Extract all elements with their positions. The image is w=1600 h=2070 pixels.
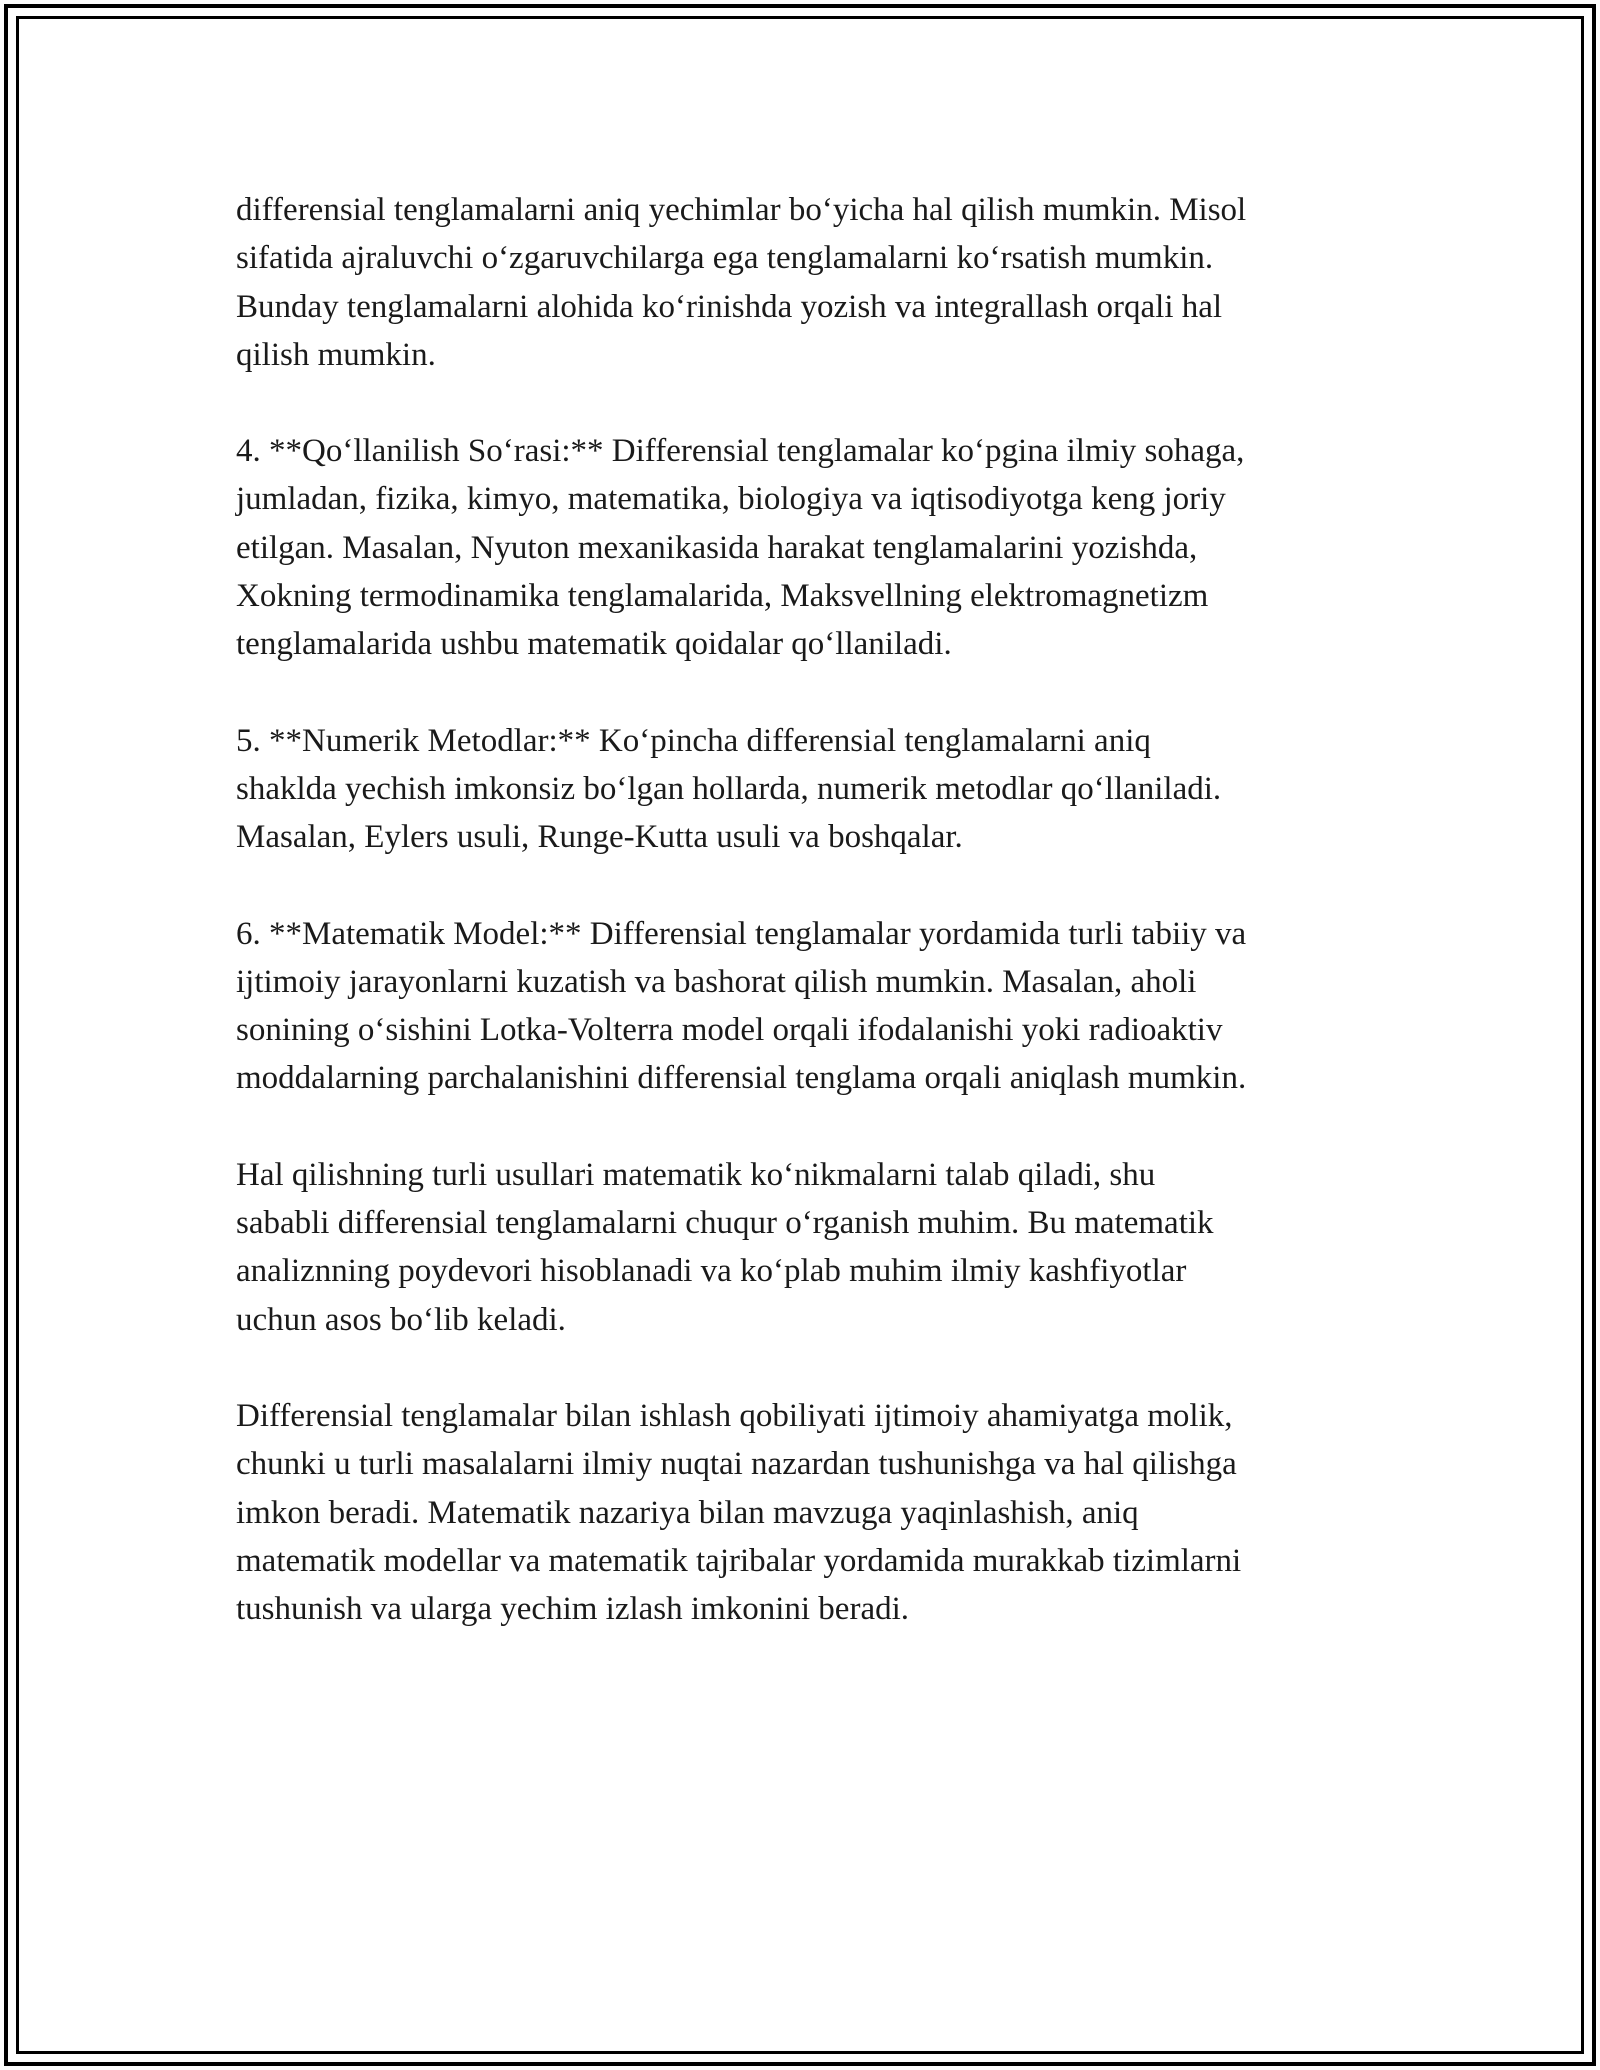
paragraph-item-5-numeric-methods: 5. **Numerik Metodlar:** Ko‘pincha differensial tenglamalarni aniq shakldа yechish imkonsiz bo‘lgan hollarda, numerik metodlar qo‘llaniladi. Masalan, Eylers usuli, Runge-Kutta usuli va boshqalar. <box>236 722 1222 856</box>
paragraph-item-4-applications: 4. **Qo‘llanilish So‘rasi:** Differensial tenglamalar ko‘pgina ilmiy sohaga, jumladan, fizika, kimyo, matematika, biologiya va iqtisodiyotga keng joriy etilgan. Masalan, Nyuton mexanikasida harakat tenglamalarini yozishda, Xokning termodinamika tenglamalarida, Maksvellning elektromagnetizm tenglamalarida ushbu matematik qoidalar qo‘llaniladi. <box>236 433 1245 663</box>
document-body <box>236 186 1366 1681</box>
paragraph-conclusion: Differensial tenglamalar bilan ishlash qobiliyati ijtimoiy ahamiyatga molik, chunki u turli masalalarni ilmiy nuqtai nazardan tushunishga va hal qilishga imkon beradi. Matematik nazariya bilan mavzuga yaqinlashish, aniq matematik modellar va matematik tajribalar yordamida murakkab tizimlarni tushunish va ularga yechim izlash imkonini beradi. <box>236 1397 1242 1628</box>
paragraph-solution-methods: Hal qilishning turli usullari matematik ko‘nikmalarni talab qiladi, shu sababli differensial tenglamalarni chuqur o‘rganish muhim. Bu matematik analiznning poydevori hisoblanadi va ko‘plab muhim ilmiy kashfiyotlar uchun asos bo‘lib keladi. <box>236 1156 1214 1338</box>
paragraph-continuation: differensial tenglamalarni aniq yechimlar bo‘yicha hal qilish mumkin. Misol sifatida ajraluvchi o‘zgaruvchilarga ega tenglamalarni ko‘rsatish mumkin. Bunday tenglamalarni alohida ko‘rinishda yozish va integrallash orqali hal qilish mumkin. <box>236 192 1247 373</box>
paragraph-item-6-mathematical-model: 6. **Matematik Model:** Differensial tenglamalar yordamida turli tabiiy va ijtimoiy jarayonlarni kuzatish va bashorat qilish mumkin. Masalan, aholi sonining o‘sishini Lotka-Volterra model orqali ifodalanishi yoki radioaktiv moddalarning parchalanishini differensial tenglama orqali aniqlash mumkin. <box>236 915 1247 1097</box>
